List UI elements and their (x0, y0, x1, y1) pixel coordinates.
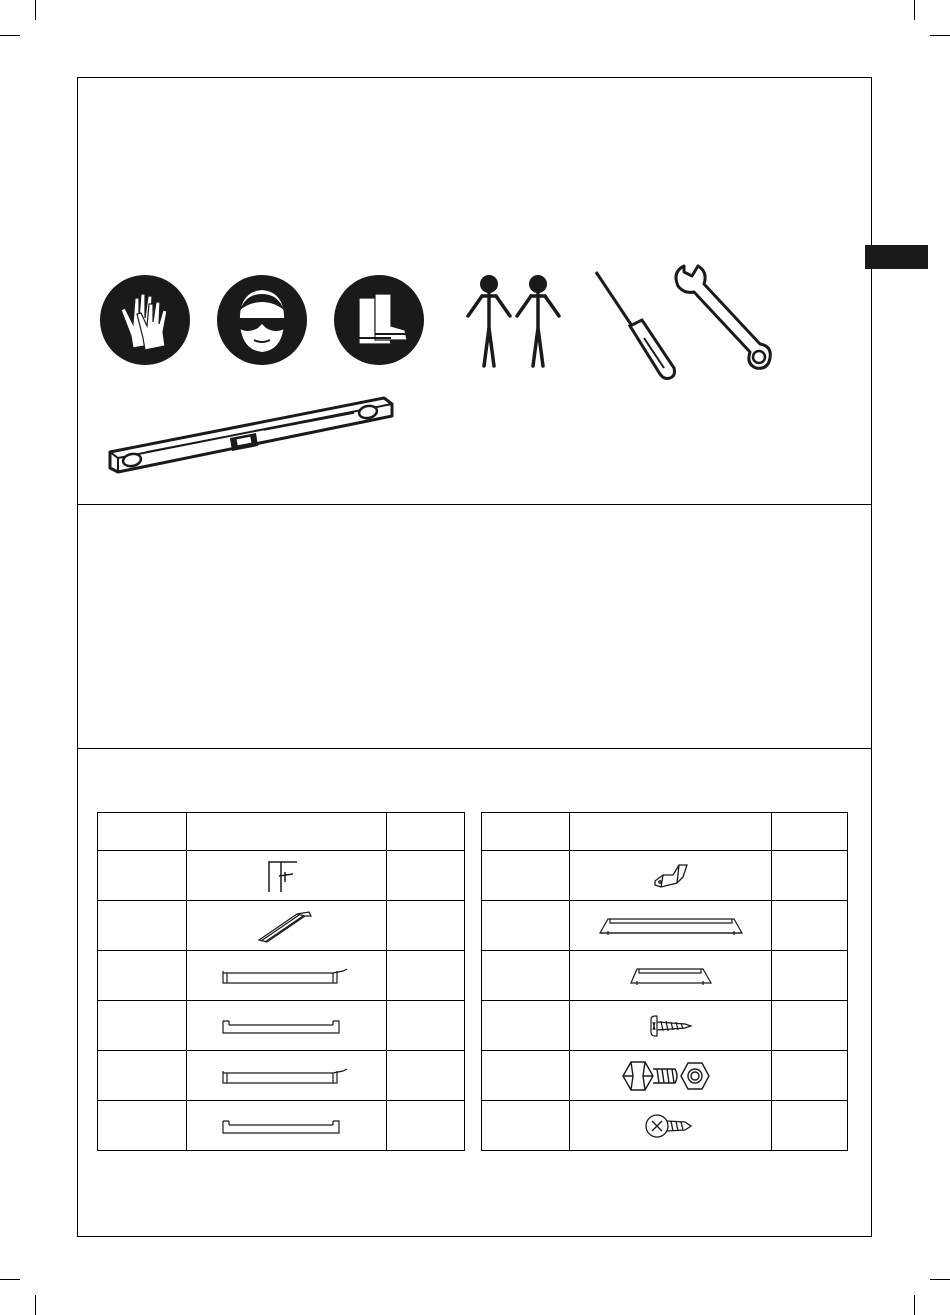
table-row (482, 951, 848, 1001)
parts-table-left (97, 812, 465, 1151)
ref-cell (482, 1101, 570, 1151)
crop-mark (930, 35, 950, 36)
screwdriver-icon (590, 268, 682, 382)
clip-part (651, 861, 691, 891)
part-header (570, 813, 772, 851)
ref-cell (98, 1051, 187, 1101)
part-header (187, 813, 387, 851)
table-row (98, 901, 465, 951)
qty-header (387, 813, 465, 851)
short-rail-part (629, 965, 713, 987)
crop-mark (35, 1295, 36, 1315)
qty-header (772, 813, 848, 851)
ref-cell (482, 1001, 570, 1051)
language-tab (865, 245, 928, 269)
two-persons-icon (464, 272, 564, 370)
ref-cell (98, 951, 187, 1001)
long-rail-part (598, 915, 744, 937)
table-row (482, 1001, 848, 1051)
ref-cell (482, 951, 570, 1001)
self-drill-screw-part (645, 1111, 697, 1141)
qty-cell (387, 1101, 465, 1151)
part-cell (187, 1001, 387, 1051)
qty-cell (772, 951, 848, 1001)
ref-cell (482, 901, 570, 951)
crop-mark (0, 35, 20, 36)
part-cell (570, 851, 772, 901)
ref-cell (98, 1101, 187, 1151)
part-cell (570, 951, 772, 1001)
qty-cell (772, 901, 848, 951)
corner-bracket-part (267, 858, 307, 894)
qty-cell (387, 951, 465, 1001)
wrench-icon (670, 260, 774, 374)
qty-cell (772, 1051, 848, 1101)
safety-glasses-icon (216, 274, 308, 366)
ref-cell (482, 1051, 570, 1101)
part-cell (187, 901, 387, 951)
table-row (98, 1051, 465, 1101)
table-row (482, 851, 848, 901)
qty-cell (387, 1051, 465, 1101)
safety-boots-icon (333, 274, 425, 366)
section-divider (77, 504, 872, 505)
table-row (98, 1001, 465, 1051)
qty-cell (772, 1101, 848, 1151)
table-row (98, 1101, 465, 1151)
crop-mark (914, 0, 915, 20)
part-cell (187, 851, 387, 901)
part-cell (570, 1001, 772, 1051)
long-channel-part (221, 1015, 353, 1037)
spirit-level-icon (106, 394, 396, 480)
ref-cell (482, 851, 570, 901)
part-cell (187, 1101, 387, 1151)
qty-cell (387, 901, 465, 951)
table-header-row (482, 813, 848, 851)
table-row (98, 951, 465, 1001)
ref-header (482, 813, 570, 851)
section-divider (77, 748, 872, 749)
qty-cell (772, 851, 848, 901)
crop-mark (0, 1279, 20, 1280)
long-channel-part (221, 1115, 353, 1137)
part-cell (570, 1051, 772, 1101)
ref-cell (98, 1001, 187, 1051)
table-row (482, 901, 848, 951)
parts-table-right (481, 812, 848, 1151)
ref-cell (98, 901, 187, 951)
ref-header (98, 813, 187, 851)
screw-part (649, 1014, 693, 1038)
crop-mark (930, 1279, 950, 1280)
part-cell (187, 1051, 387, 1101)
crop-mark (914, 1295, 915, 1315)
qty-cell (387, 1001, 465, 1051)
table-row (482, 1101, 848, 1151)
table-row (482, 1051, 848, 1101)
safety-gloves-icon (99, 274, 191, 366)
long-channel-part (221, 965, 353, 987)
angled-rail-part (257, 908, 317, 944)
ref-cell (98, 851, 187, 901)
bolt-nut-part (621, 1059, 721, 1093)
qty-cell (772, 1001, 848, 1051)
table-row (98, 851, 465, 901)
table-header-row (98, 813, 465, 851)
part-cell (570, 1101, 772, 1151)
crop-mark (35, 0, 36, 20)
part-cell (187, 951, 387, 1001)
long-channel-part (221, 1065, 353, 1087)
qty-cell (387, 851, 465, 901)
part-cell (570, 901, 772, 951)
